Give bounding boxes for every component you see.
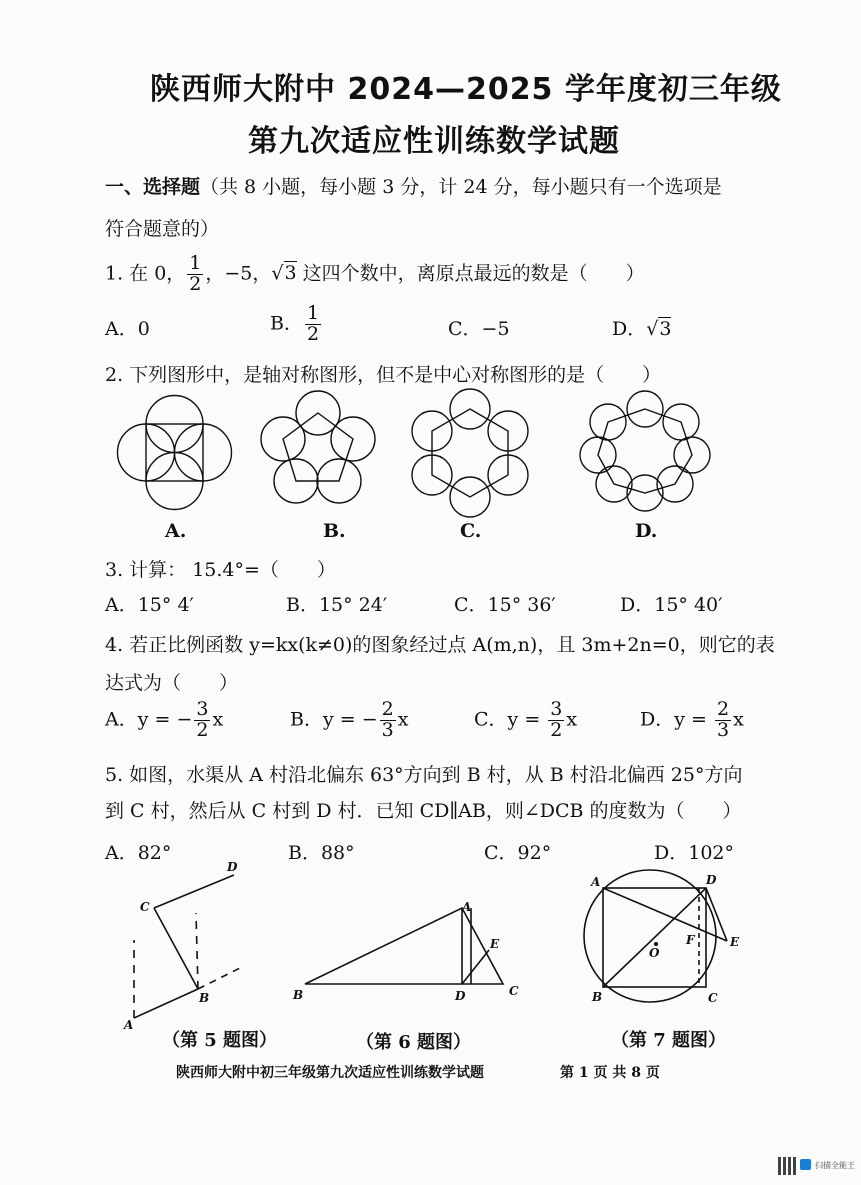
q4-a-label: A．	[105, 708, 138, 731]
q2-figure-b	[261, 391, 375, 503]
q4-a-num: 3	[196, 698, 209, 720]
q4-option-c	[474, 700, 577, 741]
q1-middle: ，−5，	[205, 262, 272, 285]
fig7-caption: （第 7 题图）	[611, 1030, 727, 1051]
question-5-line2: 到 C 村，然后从 C 村到 D 村．已知 CD∥AB，则∠DCB 的度数为（ ）	[105, 800, 742, 822]
fig6-point-e: E	[490, 937, 500, 951]
q1-b-num: 1	[306, 302, 320, 324]
q2-figure-a	[118, 396, 232, 510]
q4-c-lhs: y =	[507, 708, 547, 731]
q1-option-b-label: B．	[270, 312, 303, 335]
fig7-point-a: A	[591, 875, 601, 889]
q1-b-den: 2	[306, 322, 320, 345]
question-5-line1: 5. 如图，水渠从 A 村沿北偏东 63°方向到 B 村，从 B 村沿北偏西 25°方向	[105, 764, 743, 786]
q1-sqrt-arg: 3	[284, 262, 297, 285]
q4-a-fraction	[194, 700, 210, 741]
q2-label-c: C.	[460, 520, 482, 542]
fig6-point-c: C	[509, 984, 519, 998]
q4-a-lhs: y = −	[137, 708, 193, 731]
q4-b-var: x	[397, 708, 409, 731]
q3-option-c: C．15° 36′	[454, 594, 556, 616]
fig6-point-b: B	[293, 988, 304, 1002]
q1-prefix: 1. 在 0，	[105, 262, 186, 285]
question-3: 3. 计算： 15.4°=（ ）	[105, 559, 336, 581]
q4-c-den: 2	[550, 718, 563, 741]
q4-b-den: 3	[381, 718, 394, 741]
q1-option-b	[270, 304, 323, 345]
q1-option-c: C．−5	[448, 318, 510, 340]
q4-d-lhs: y =	[674, 708, 713, 731]
title-line-2: 第九次适应性训练数学试题	[248, 124, 620, 159]
fig7-point-f: F	[686, 933, 695, 947]
q1-option-a: A．0	[105, 318, 150, 340]
question-2: 2. 下列图形中，是轴对称图形，但不是中心对称图形的是（ ）	[105, 364, 662, 386]
q1-frac-num: 1	[189, 252, 202, 274]
q5-option-c: C．92°	[484, 842, 552, 864]
q4-a-var: x	[212, 708, 224, 731]
q2-label-b: B.	[323, 520, 346, 542]
fig5-point-b: B	[199, 991, 210, 1005]
q4-c-num: 3	[550, 698, 563, 720]
q2-label-a: A.	[165, 520, 187, 542]
scanner-brand-text: 扫描全能王	[815, 1161, 855, 1170]
q3-option-d: D．15° 40′	[620, 594, 723, 616]
q1-d-sqrt-sign: √	[646, 318, 659, 340]
q1-sqrt-sign: √	[271, 262, 284, 285]
q4-b-num: 2	[381, 698, 394, 720]
qr-code-icon	[778, 1157, 796, 1175]
question-1	[105, 254, 645, 295]
q1-option-d	[612, 314, 671, 341]
q1-suffix: 这四个数中，离原点最远的数是（ ）	[296, 262, 645, 285]
fig5-point-a: A	[124, 1018, 134, 1032]
q4-d-den: 3	[716, 718, 730, 741]
q4-d-num: 2	[716, 698, 730, 720]
q4-d-label: D．	[640, 708, 675, 731]
q2-figure-c	[412, 389, 528, 517]
section-intro-line2: 符合题意的）	[105, 218, 220, 240]
scanner-logo-icon	[800, 1159, 811, 1170]
q1-fraction	[187, 254, 203, 295]
fig5-caption: （第 5 题图）	[162, 1030, 278, 1051]
fig6-point-a: A	[462, 900, 472, 914]
q1-option-d-label: D．	[612, 318, 647, 340]
section-intro-text: （共 8 小题，每小题 3 分，计 24 分，每小题只有一个选项是	[200, 176, 722, 198]
section-intro	[105, 172, 722, 199]
q4-b-lhs: y = −	[322, 708, 378, 731]
question-4-line1: 4. 若正比例函数 y=kx(k≠0)的图象经过点 A(m,n)，且 3m+2n=0，则它的表	[105, 634, 775, 656]
q4-option-b	[290, 700, 408, 741]
q5-option-b: B．88°	[288, 842, 355, 864]
q4-c-label: C．	[474, 708, 508, 731]
q3-option-b: B．15° 24′	[286, 594, 388, 616]
q1-frac-den: 2	[189, 272, 202, 295]
figure-7	[0, 855, 861, 1035]
q4-b-fraction	[380, 700, 396, 741]
fig7-point-e: E	[730, 935, 740, 949]
fig7-point-o: O	[649, 946, 660, 960]
q4-b-label: B．	[290, 708, 323, 731]
title-line-1: 陕西师大附中 2024—2025 学年度初三年级	[150, 72, 782, 107]
section-heading: 一、选择题	[105, 176, 201, 198]
q3-option-a: A．15° 4′	[105, 594, 194, 616]
q2-label-d: D.	[635, 520, 658, 542]
fig7-point-c: C	[708, 991, 718, 1005]
q4-d-var: x	[733, 708, 744, 731]
q1-d-sqrt-arg: 3	[659, 318, 672, 340]
q2-figures	[0, 385, 861, 515]
footer-page: 第 1 页 共 8 页	[560, 1065, 660, 1081]
fig6-point-d: D	[455, 989, 466, 1003]
fig7-point-d: D	[706, 873, 717, 887]
q4-option-a	[105, 700, 223, 741]
q5-option-a: A．82°	[105, 842, 172, 864]
q2-figure-d	[580, 391, 710, 511]
q1-option-b-fraction	[305, 304, 321, 345]
fig5-point-d: D	[227, 860, 238, 874]
fig6-caption: （第 6 题图）	[356, 1032, 472, 1053]
q4-c-fraction	[548, 700, 564, 741]
question-4-line2: 达式为（ ）	[105, 672, 239, 694]
fig7-point-b: B	[592, 990, 603, 1004]
footer-left: 陕西师大附中初三年级第九次适应性训练数学试题	[176, 1065, 484, 1081]
q4-a-den: 2	[196, 718, 209, 741]
q4-d-fraction	[715, 700, 731, 741]
q5-option-d: D．102°	[654, 842, 734, 864]
fig5-point-c: C	[140, 900, 150, 914]
q4-option-d	[640, 700, 744, 741]
q4-c-var: x	[566, 708, 578, 731]
